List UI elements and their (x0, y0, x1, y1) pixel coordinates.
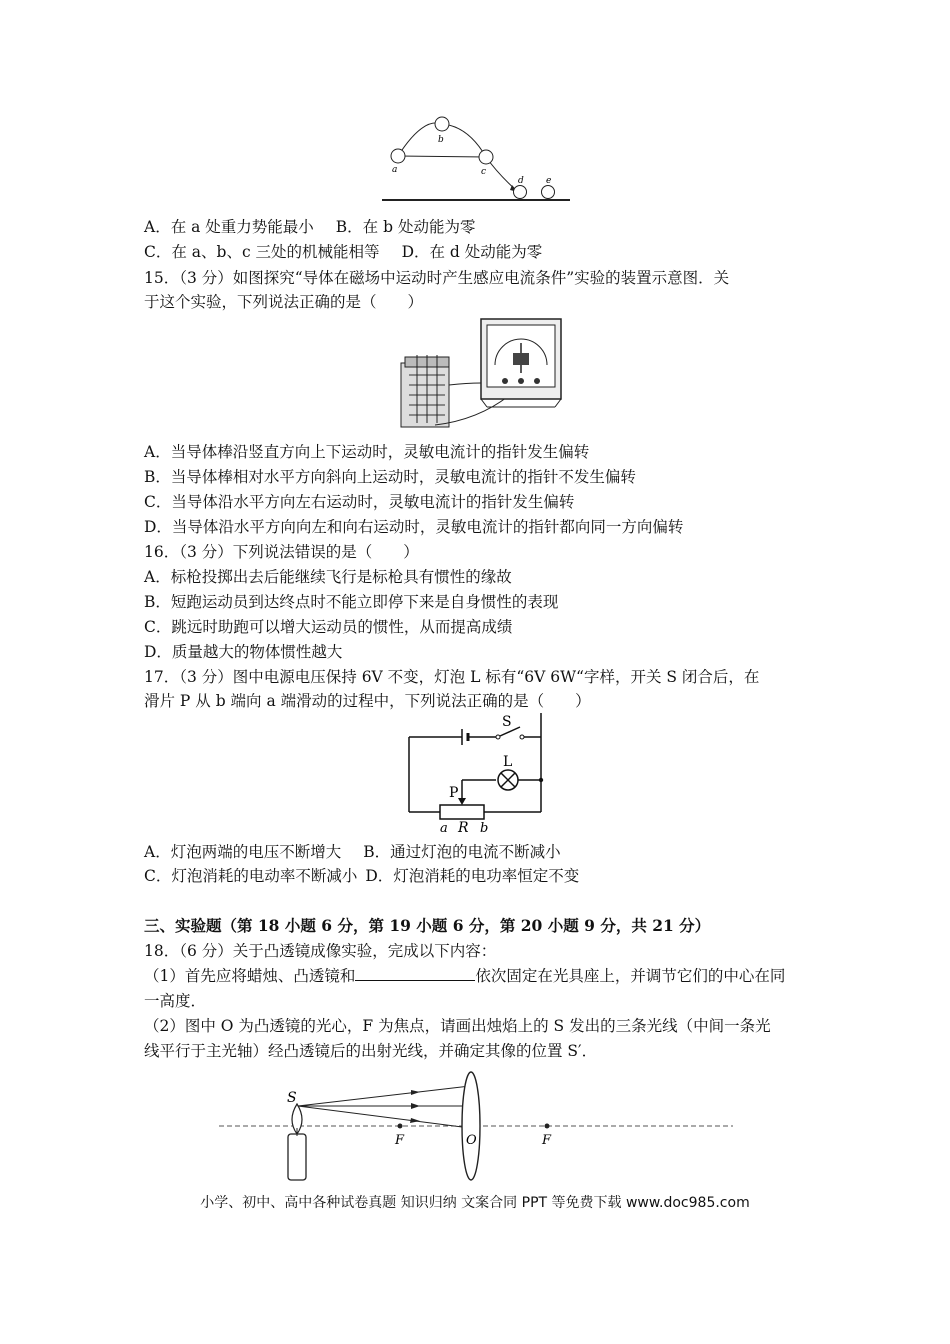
q16-option-c: C．跳远时助跑可以增大运动员的惯性，从而提高成绩 (144, 618, 513, 636)
q17-label-l: L (503, 754, 513, 770)
q17-circuit-figure (400, 712, 550, 836)
q18-part2-line1: （2）图中 O 为凸透镜的光心，F 为焦点，请画出烛焰上的 S 发出的三条光线（中间一条光 (144, 1017, 771, 1035)
q14-option-d: D．在 d 处动能为零 (401, 243, 543, 261)
q18-part1-after: 依次固定在光具座上，并调节它们的中心在同 (475, 967, 786, 985)
q17-option-c: C．灯泡消耗的电动率不断减小 (144, 867, 358, 885)
q14-option-a: A．在 a 处重力势能最小 (144, 218, 314, 236)
q14-options-row2 (144, 242, 542, 262)
q16-option-a: A．标枪投掷出去后能继续飞行是标枪具有惯性的缘故 (144, 568, 512, 586)
q14-options-row1 (144, 217, 475, 237)
q17-options-row2 (144, 866, 579, 886)
q14-option-b: B．在 b 处动能为零 (335, 218, 476, 236)
q18-label-f-right: F (542, 1133, 552, 1148)
q18-part2-line2: 线平行于主光轴）经凸透镜后的出射光线，并确定其像的位置 S′． (144, 1042, 598, 1060)
q18-label-s: S (287, 1090, 297, 1106)
q18-part1-line2: 一高度． (144, 992, 207, 1010)
q15-option-a: A．当导体棒沿竖直方向上下运动时，灵敏电流计的指针发生偏转 (144, 443, 590, 461)
q18-part1-before: （1）首先应将蜡烛、凸透镜和 (144, 967, 356, 985)
section3-heading: 三、实验题（第 18 小题 6 分，第 19 小题 6 分，第 20 小题 9 分，共 21 分） (144, 916, 711, 935)
page-footer: 小学、初中、高中各种试卷真题 知识归纳 文案合同 PPT 等免费下载 www.doc985.com (200, 1195, 750, 1211)
q14-label-d: d (518, 176, 524, 186)
q15-apparatus-figure (395, 315, 567, 435)
q17-option-b: B．通过灯泡的电流不断减小 (363, 843, 561, 861)
q15-stem-line1: 15．（3 分）如图探究“导体在磁场中运动时产生感应电流条件”实验的装置示意图．关 (144, 269, 730, 287)
q16-option-b: B．短跑运动员到达终点时不能立即停下来是自身惯性的表现 (144, 593, 559, 611)
q15-option-c: C．当导体沿水平方向左右运动时，灵敏电流计的指针发生偏转 (144, 493, 575, 511)
q14-option-c: C．在 a、b、c 三处的机械能相等 (144, 243, 380, 261)
q16-stem: 16．（3 分）下列说法错误的是（ ） (144, 543, 419, 561)
q14-label-b: b (438, 135, 444, 145)
q18-stem: 18．（6 分）关于凸透镜成像实验，完成以下内容： (144, 942, 497, 960)
q18-label-o: O (466, 1133, 477, 1148)
q14-label-a: a (392, 165, 398, 175)
q15-option-d: D．当导体沿水平方向向左和向右运动时，灵敏电流计的指针都向同一方向偏转 (144, 518, 684, 536)
q15-option-b: B．当导体棒相对水平方向斜向上运动时，灵敏电流计的指针不发生偏转 (144, 468, 636, 486)
q17-label-b: b (480, 821, 489, 836)
q16-option-d: D．质量越大的物体惯性越大 (144, 643, 343, 661)
q14-label-e: e (546, 176, 552, 186)
q17-label-s: S (502, 714, 512, 730)
q17-label-p: P (449, 785, 459, 801)
q17-stem-line2: 滑片 P 从 b 端向 a 端滑动的过程中，下列说法正确的是（ ） (144, 692, 591, 710)
q14-label-c: c (481, 167, 487, 177)
q14-trajectory-figure (378, 112, 572, 210)
q18-answer-blank[interactable] (355, 966, 475, 981)
q17-options-row1 (144, 842, 561, 862)
q15-stem-line2: 于这个实验，下列说法正确的是（ ） (144, 293, 424, 311)
q17-label-a: a (440, 821, 448, 836)
q18-lens-figure (215, 1068, 735, 1186)
q17-option-a: A．灯泡两端的电压不断增大 (144, 843, 342, 861)
q18-label-f-left: F (395, 1133, 405, 1148)
q18-part1-line1 (144, 966, 785, 986)
q17-option-d: D．灯泡消耗的电功率恒定不变 (365, 867, 580, 885)
q17-stem-line1: 17．（3 分）图中电源电压保持 6V 不变，灯泡 L 标有“6V 6W“字样，开关 S 闭合后，在 (144, 668, 760, 686)
q17-label-r: R (458, 820, 469, 836)
